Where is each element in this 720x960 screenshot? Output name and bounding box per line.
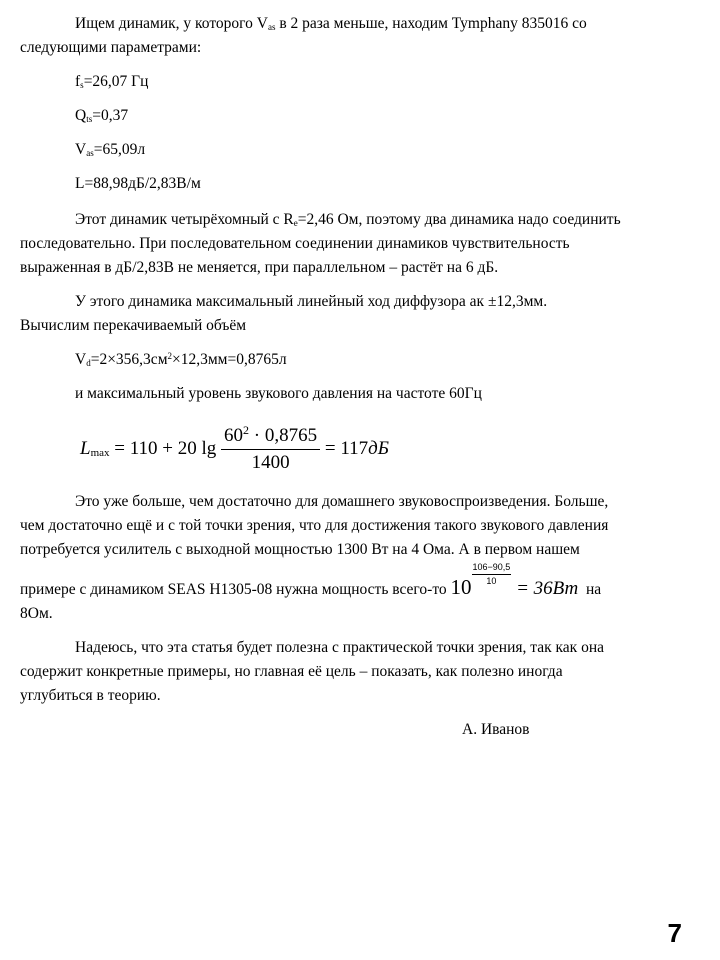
param-fs [20, 70, 700, 94]
text: в 2 раза меньше, находим Tymphany 835016 со [275, 15, 587, 32]
text: Этот динамик четырёхомный с R [75, 211, 294, 228]
para3-line2: Вычислим перекачиваемый объём [20, 317, 247, 334]
denominator: 1400 [251, 452, 290, 474]
para6-line1: Надеюсь, что эта статья будет полезна с практической точки зрения, так как она [75, 639, 605, 656]
page-number: 7 [667, 918, 682, 948]
para5-line4 [20, 562, 700, 602]
text: примере с динамиком SEAS H1305-08 нужна мощность всего-то [20, 581, 451, 598]
para5-line5: 8Ом. [20, 605, 53, 622]
parameters [20, 70, 700, 196]
text: =2×356,3см [90, 351, 168, 368]
param-qts [20, 104, 700, 128]
math-var: L [80, 438, 91, 459]
para6-line3: углубиться в теорию. [20, 687, 161, 704]
para4-line1: и максимальный уровень звукового давления на частоте 60Гц [75, 385, 482, 402]
paragraph-2 [20, 208, 700, 280]
paragraph-3 [20, 290, 700, 338]
text: =2,46 Ом, поэтому два динамика надо соединить [297, 211, 621, 228]
text: на [578, 581, 602, 598]
text: V [75, 351, 87, 368]
math-unit: дБ [368, 438, 389, 459]
para2-line2: последовательно. При последовательном соединении динамиков чувствительность [20, 235, 570, 252]
math-unit: Вт [552, 578, 579, 599]
paragraph-5 [20, 490, 700, 626]
fraction [221, 424, 320, 475]
superscript: 2 [167, 351, 172, 361]
subscript: max [90, 447, 110, 459]
math-text: = 110 + 20 lg [109, 438, 222, 459]
param-l: L=88,98дБ/2,83В/м [75, 175, 201, 192]
para1-line1 [20, 12, 700, 36]
para5-line3: потребуется усилитель с выходной мощностью 1300 Вт на 4 Ома. А в первом нашем [20, 541, 580, 558]
text: V [75, 141, 87, 158]
exponent-fraction [472, 562, 512, 587]
power-base: 10 [450, 575, 472, 599]
para5-line2: чем достаточно ещё и с той точки зрения, что для достижения такого звукового давления [20, 517, 609, 534]
para1-line2: следующими параметрами: [20, 39, 202, 56]
paragraph-1 [20, 12, 700, 60]
subscript: as [86, 148, 94, 158]
para2-line1 [20, 208, 700, 232]
vd-block [20, 348, 700, 372]
param-vas [20, 138, 700, 162]
text: =0,37 [92, 107, 129, 124]
text: Ищем динамик, у которого V [75, 15, 268, 32]
subscript: as [267, 22, 276, 32]
exponent-denominator: 10 [486, 576, 497, 586]
text: =65,09л [93, 141, 146, 158]
math-text: = 117 [320, 438, 369, 459]
paragraph-4 [20, 382, 700, 406]
para3-line1: У этого динамика максимальный линейный ход диффузора ак ±12,3мм. [75, 293, 548, 310]
text: 60 [224, 425, 244, 447]
vd-formula [20, 348, 700, 372]
text: Q [75, 107, 87, 124]
math-text: = 36 [511, 578, 553, 599]
subscript: ts [86, 114, 93, 124]
numerator [221, 424, 320, 450]
subscript: d [86, 358, 91, 368]
text: =26,07 Гц [83, 73, 149, 90]
para5-line1: Это уже больше, чем достаточно для домашнего звуковоспроизведения. Больше, [75, 493, 609, 510]
para2-line3: выраженная в дБ/2,83В не меняется, при параллельном – растёт на 6 дБ. [20, 259, 499, 276]
exponent-numerator: 106−90,5 [472, 562, 512, 575]
text: · 0,8765 [249, 425, 318, 447]
text: ×12,3мм=0,8765л [172, 351, 287, 368]
paragraph-6 [20, 636, 700, 708]
subscript: s [80, 80, 84, 90]
para6-line2: содержит конкретные примеры, но главная её цель – показать, как полезно иногда [20, 663, 563, 680]
superscript: 2 [243, 423, 250, 438]
subscript: e [293, 218, 298, 228]
lmax-formula [20, 418, 700, 480]
signature: А. Иванов [462, 721, 530, 738]
text: f [75, 73, 81, 90]
